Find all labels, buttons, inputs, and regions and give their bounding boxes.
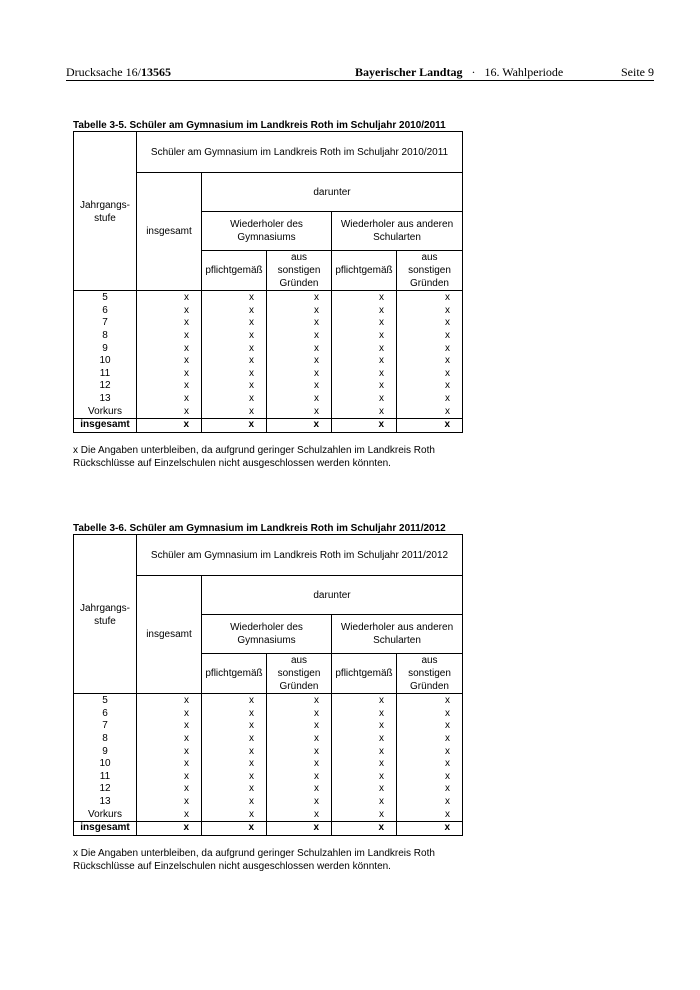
wiederholer-gymnasium-header: Wiederholer des Gymnasiums xyxy=(202,212,332,251)
table-cell: x xyxy=(332,796,397,809)
table-cell: x xyxy=(332,305,397,318)
table-cell: x xyxy=(397,330,463,343)
table-cell: x xyxy=(332,393,397,406)
table-cell: x xyxy=(397,291,463,305)
table-cell: x xyxy=(332,330,397,343)
table-row xyxy=(74,305,463,318)
table-cell: x xyxy=(202,405,267,418)
row-label: 13 xyxy=(74,393,137,406)
row-label: 7 xyxy=(74,317,137,330)
table-cell: x xyxy=(332,783,397,796)
total-cell: x xyxy=(332,821,397,835)
table-cell: x xyxy=(267,733,332,746)
table-cell: x xyxy=(397,405,463,418)
header-center xyxy=(355,65,563,80)
table-cell: x xyxy=(332,733,397,746)
document-number xyxy=(66,65,171,80)
insgesamt-header: insgesamt xyxy=(137,173,202,291)
table-row xyxy=(74,720,463,733)
total-row xyxy=(74,821,463,835)
table-cell: x xyxy=(397,380,463,393)
table-row xyxy=(74,733,463,746)
total-cell: x xyxy=(202,418,267,432)
table-cell: x xyxy=(137,708,202,721)
row-label: 11 xyxy=(74,368,137,381)
darunter-header: darunter xyxy=(202,576,463,615)
row-label: 6 xyxy=(74,708,137,721)
table-cell: x xyxy=(202,291,267,305)
wiederholer-gymnasium-header: Wiederholer des Gymnasiums xyxy=(202,615,332,654)
table-cell: x xyxy=(332,291,397,305)
table-row xyxy=(74,291,463,305)
table-cell: x xyxy=(397,708,463,721)
table-cell: x xyxy=(137,380,202,393)
table-cell: x xyxy=(202,355,267,368)
table-cell: x xyxy=(332,758,397,771)
table-cell: x xyxy=(137,393,202,406)
table-cell: x xyxy=(137,808,202,821)
table-cell: x xyxy=(137,771,202,784)
table-cell: x xyxy=(202,368,267,381)
table-cell: x xyxy=(267,771,332,784)
table-cell: x xyxy=(397,342,463,355)
row-label: 9 xyxy=(74,745,137,758)
table-cell: x xyxy=(397,733,463,746)
table-cell: x xyxy=(397,317,463,330)
table-cell: x xyxy=(137,733,202,746)
table-cell: x xyxy=(202,758,267,771)
table-cell: x xyxy=(267,758,332,771)
table-cell: x xyxy=(332,808,397,821)
sonstige-gruende-header: aus sonstigen Gründen xyxy=(267,251,332,291)
table-cell: x xyxy=(137,796,202,809)
table-cell: x xyxy=(137,405,202,418)
table-footnote: x Die Angaben unterbleiben, da aufgrund geringer Schulzahlen im Landkreis Roth Rückschlüsse auf Einzelschulen nicht ausgeschlossen werden könnten. xyxy=(73,445,435,469)
table-cell: x xyxy=(202,305,267,318)
table-cell: x xyxy=(267,783,332,796)
total-cell: x xyxy=(267,418,332,432)
table-cell: x xyxy=(267,708,332,721)
table-row xyxy=(74,330,463,343)
total-label: insgesamt xyxy=(74,821,137,835)
row-label: 8 xyxy=(74,733,137,746)
table-cell: x xyxy=(267,720,332,733)
table-cell: x xyxy=(332,708,397,721)
table-row xyxy=(74,380,463,393)
legislative-period: 16. Wahlperiode xyxy=(484,65,564,79)
page-number: Seite 9 xyxy=(621,65,654,79)
table-cell: x xyxy=(267,330,332,343)
table-cell: x xyxy=(267,393,332,406)
table-cell: x xyxy=(332,342,397,355)
table-cell: x xyxy=(202,694,267,708)
row-label: 7 xyxy=(74,720,137,733)
table-row xyxy=(74,783,463,796)
table-row xyxy=(74,355,463,368)
table-row xyxy=(74,745,463,758)
data-table xyxy=(73,534,463,836)
table-row xyxy=(74,368,463,381)
table-cell: x xyxy=(267,317,332,330)
table-cell: x xyxy=(137,317,202,330)
pflichtgemaess-header: pflichtgemäß xyxy=(202,251,267,291)
table-cell: x xyxy=(397,720,463,733)
table-row xyxy=(74,808,463,821)
total-cell: x xyxy=(267,821,332,835)
table-row xyxy=(74,317,463,330)
table-row xyxy=(74,771,463,784)
table-cell: x xyxy=(202,380,267,393)
table-cell: x xyxy=(332,380,397,393)
table-cell: x xyxy=(397,305,463,318)
table-cell: x xyxy=(332,355,397,368)
table-cell: x xyxy=(397,758,463,771)
table-cell: x xyxy=(202,317,267,330)
table-cell: x xyxy=(202,783,267,796)
sonstige-gruende-header: aus sonstigen Gründen xyxy=(397,654,463,694)
table-cell: x xyxy=(267,808,332,821)
pflichtgemaess-header: pflichtgemäß xyxy=(202,654,267,694)
row-label: 8 xyxy=(74,330,137,343)
sonstige-gruende-header: aus sonstigen Gründen xyxy=(397,251,463,291)
table-cell: x xyxy=(137,342,202,355)
table-cell: x xyxy=(202,745,267,758)
table-cell: x xyxy=(202,720,267,733)
table-footnote: x Die Angaben unterbleiben, da aufgrund geringer Schulzahlen im Landkreis Roth Rückschlüsse auf Einzelschulen nicht ausgeschlossen werden könnten. xyxy=(73,848,435,872)
page-header xyxy=(66,64,654,81)
table-cell: x xyxy=(332,694,397,708)
table-cell: x xyxy=(332,368,397,381)
table-cell: x xyxy=(267,342,332,355)
table-cell: x xyxy=(397,393,463,406)
table-cell: x xyxy=(202,708,267,721)
document-number-value: 13565 xyxy=(140,65,171,79)
row-label: 5 xyxy=(74,694,137,708)
wiederholer-andere-header: Wiederholer aus anderen Schularten xyxy=(332,615,463,654)
table-cell: x xyxy=(137,783,202,796)
table-row xyxy=(74,694,463,708)
table-row xyxy=(74,393,463,406)
table-cell: x xyxy=(267,405,332,418)
row-label: 10 xyxy=(74,355,137,368)
table-cell: x xyxy=(202,393,267,406)
table-cell: x xyxy=(137,330,202,343)
jahrgangsstufe-header: Jahrgangs- stufe xyxy=(74,132,137,291)
table-cell: x xyxy=(267,291,332,305)
table-row xyxy=(74,758,463,771)
pflichtgemaess-header: pflichtgemäß xyxy=(332,251,397,291)
total-cell: x xyxy=(137,418,202,432)
total-row xyxy=(74,418,463,432)
table-cell: x xyxy=(332,405,397,418)
total-cell: x xyxy=(202,821,267,835)
table-cell: x xyxy=(397,694,463,708)
row-label: 6 xyxy=(74,305,137,318)
table-cell: x xyxy=(397,745,463,758)
header-separator: · xyxy=(471,65,476,79)
table-cell: x xyxy=(202,771,267,784)
document-number-prefix: Drucksache 16/ xyxy=(66,65,141,79)
sonstige-gruende-header: aus sonstigen Gründen xyxy=(267,654,332,694)
row-label: 10 xyxy=(74,758,137,771)
table-cell: x xyxy=(202,330,267,343)
insgesamt-header: insgesamt xyxy=(137,576,202,694)
table-cell: x xyxy=(332,317,397,330)
table-cell: x xyxy=(267,745,332,758)
table-cell: x xyxy=(267,305,332,318)
row-label: Vorkurs xyxy=(74,405,137,418)
table-cell: x xyxy=(267,355,332,368)
table-cell: x xyxy=(137,355,202,368)
table-cell: x xyxy=(137,694,202,708)
table-row xyxy=(74,708,463,721)
jahrgangsstufe-header: Jahrgangs- stufe xyxy=(74,535,137,694)
total-cell: x xyxy=(137,821,202,835)
table-caption: Tabelle 3-5. Schüler am Gymnasium im Landkreis Roth im Schuljahr 2010/2011 xyxy=(73,120,446,131)
table-row xyxy=(74,342,463,355)
table-cell: x xyxy=(267,368,332,381)
table-cell: x xyxy=(397,783,463,796)
row-label: 9 xyxy=(74,342,137,355)
table-cell: x xyxy=(202,733,267,746)
row-label: 12 xyxy=(74,380,137,393)
table-cell: x xyxy=(397,368,463,381)
pflichtgemaess-header: pflichtgemäß xyxy=(332,654,397,694)
table-cell: x xyxy=(137,291,202,305)
table-caption: Tabelle 3-6. Schüler am Gymnasium im Landkreis Roth im Schuljahr 2011/2012 xyxy=(73,523,446,534)
data-table xyxy=(73,131,463,433)
table-cell: x xyxy=(397,771,463,784)
total-cell: x xyxy=(397,418,463,432)
row-label: 11 xyxy=(74,771,137,784)
row-label: Vorkurs xyxy=(74,808,137,821)
table-cell: x xyxy=(202,342,267,355)
table-cell: x xyxy=(202,808,267,821)
total-label: insgesamt xyxy=(74,418,137,432)
total-cell: x xyxy=(397,821,463,835)
table-cell: x xyxy=(137,368,202,381)
table-cell: x xyxy=(267,694,332,708)
parliament-name: Bayerischer Landtag xyxy=(355,65,463,79)
row-label: 13 xyxy=(74,796,137,809)
darunter-header: darunter xyxy=(202,173,463,212)
wiederholer-andere-header: Wiederholer aus anderen Schularten xyxy=(332,212,463,251)
table-cell: x xyxy=(397,355,463,368)
table-cell: x xyxy=(397,796,463,809)
table-cell: x xyxy=(202,796,267,809)
table-cell: x xyxy=(397,808,463,821)
table-title-header: Schüler am Gymnasium im Landkreis Roth im Schuljahr 2011/2012 xyxy=(137,535,463,576)
table-cell: x xyxy=(332,771,397,784)
table-cell: x xyxy=(137,720,202,733)
table-cell: x xyxy=(332,745,397,758)
table-cell: x xyxy=(332,720,397,733)
table-cell: x xyxy=(137,305,202,318)
table-row xyxy=(74,405,463,418)
row-label: 12 xyxy=(74,783,137,796)
table-cell: x xyxy=(137,745,202,758)
total-cell: x xyxy=(332,418,397,432)
table-cell: x xyxy=(267,380,332,393)
table-row xyxy=(74,796,463,809)
table-title-header: Schüler am Gymnasium im Landkreis Roth im Schuljahr 2010/2011 xyxy=(137,132,463,173)
row-label: 5 xyxy=(74,291,137,305)
table-cell: x xyxy=(137,758,202,771)
table-cell: x xyxy=(267,796,332,809)
